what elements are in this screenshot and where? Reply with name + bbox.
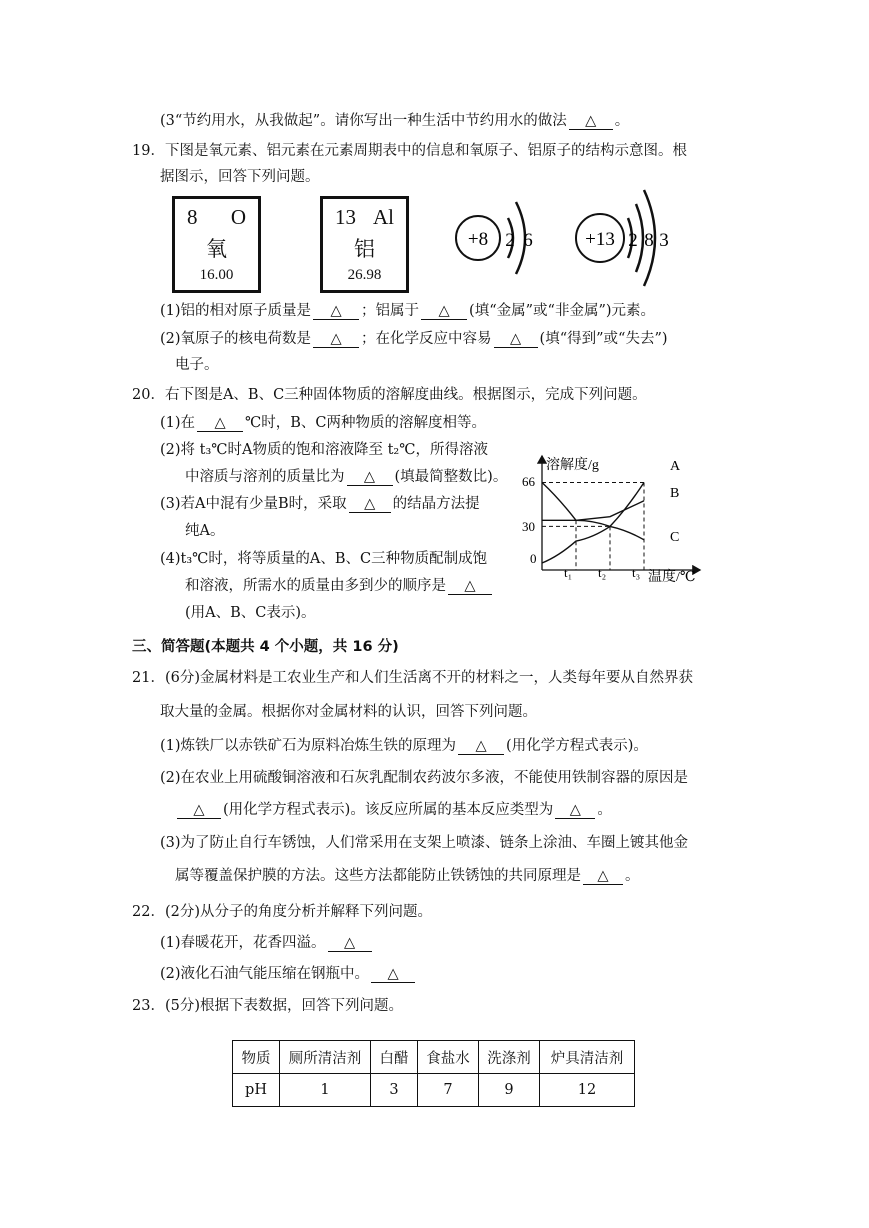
series-label-b: B [670,486,680,501]
q20-part4: (4)t₃℃时，将等质量的A、B、C三种物质配制成饱 [160,551,488,567]
q19-part2 [160,329,668,349]
y-tick-label: 0 [530,551,537,566]
x-tick-label: t₃ [632,565,641,580]
q22-part1-text: (1)春暖花开，花香四溢。 [160,935,326,951]
table-header-cell: 炉具清洁剂 [540,1041,635,1074]
table-cell: 12 [540,1074,635,1107]
shell-electrons: 2 [628,230,638,251]
shell-electrons: 8 [644,230,654,251]
ph-table [232,1040,635,1107]
curve-a [542,482,644,563]
answer-blank[interactable]: △ [328,935,372,952]
q21-part3-text: 属等覆盖保护膜的方法。这些方法都能防止铁锈蚀的共同原理是 [175,868,581,884]
q21-part1 [160,736,648,756]
answer-blank[interactable]: △ [569,113,613,130]
q20-part2-text: (填最简整数比)。 [394,469,508,485]
q19-part2-text: (2)氧原子的核电荷数是 [160,331,312,347]
nucleus-charge: +13 [585,229,615,250]
q19-part2-text: (填“得到”或“失去”) [539,331,668,347]
atomic-number: 8 [187,205,198,229]
x-tick-label: t₁ [564,565,573,580]
q21-part1-text: (1)炼铁厂以赤铁矿石为原料冶炼生铁的原理为 [160,738,457,754]
q21-part2-text: (用化学方程式表示)。该反应所属的基本反应类型为 [223,802,554,818]
y-axis-label: 溶解度/g [546,458,599,473]
answer-blank[interactable]: △ [197,415,243,432]
q23-stem: 23．(5分)根据下表数据，回答下列问题。 [132,998,403,1014]
q22-part2 [160,964,417,984]
q20-part3-text: 的结晶方法提 [392,496,480,512]
series-label-a: A [670,459,681,474]
q19-stem-line2: 据图示，回答下列问题。 [160,169,320,185]
q21-stem-line1: 21．(6分)金属材料是工农业生产和人们生活离不开的材料之一，人类每年要从自然界获 [132,670,693,686]
q20-part1 [160,413,486,433]
q18-part3 [160,111,629,131]
aluminium-atom-diagram [570,186,680,290]
table-header-cell: 白醋 [371,1041,418,1074]
answer-blank[interactable]: △ [347,469,393,486]
q19-stem-line1: 19．下图是氧元素、铝元素在元素周期表中的信息和氧原子、铝原子的结构示意图。根 [132,143,687,159]
table-cell: 7 [418,1074,479,1107]
shell-electrons: 3 [659,230,669,251]
table-header-cell: 厕所清洁剂 [280,1041,371,1074]
y-tick-label: 30 [522,519,535,534]
q20-part2: (2)将 t₃℃时A物质的饱和溶液降至 t₂℃，所得溶液 [160,442,488,458]
q20-part4-text: 和溶液，所需水的质量由多到少的顺序是 [185,578,446,594]
q20-part3-cont: 纯A。 [185,523,225,539]
q18-part3-text: (3“节约用水，从我做起”。请你写出一种生活中节约用水的做法 [160,113,567,129]
q20-part2-cont [185,467,507,487]
q21-part1-text: (用化学方程式表示)。 [506,738,648,754]
curve-c [542,482,644,539]
atomic-mass: 16.00 [199,267,234,283]
answer-blank[interactable]: △ [555,802,595,819]
q20-part4-end: (用A、B、C表示)。 [185,605,316,621]
q21-part3-cont [175,866,640,886]
table-header-cell: 食盐水 [418,1041,479,1074]
q19-part2-cont: 电子。 [175,357,219,373]
q19-part1-text: (填“金属”或“非金属”)元素。 [469,303,656,319]
q21-part3: (3)为了防止自行车锈蚀，人们常采用在支架上喷漆、链条上涂油、车圈上镀其他金 [160,835,689,851]
q21-part2: (2)在农业上用硫酸铜溶液和石灰乳配制农药波尔多液，不能使用铁制容器的原因是 [160,770,689,786]
q20-part1-text: (1)在 [160,415,196,431]
x-axis-label: 温度/℃ [648,570,696,585]
element-symbol: O [230,205,246,229]
q20-part1-text: ℃时，B、C两种物质的溶解度相等。 [245,415,487,431]
atomic-number: 13 [335,205,356,229]
x-tick-label: t₂ [598,565,607,580]
q21-part2-cont [175,800,612,820]
q22-stem: 22．(2分)从分子的角度分析并解释下列问题。 [132,904,432,920]
q20-part3 [160,494,480,514]
answer-blank[interactable]: △ [349,496,391,513]
atomic-mass: 26.98 [347,267,382,283]
q21-part3-text: 。 [625,868,640,884]
oxygen-element-card [172,196,261,293]
table-cell: 1 [280,1074,371,1107]
section-3-title: 三、简答题(本题共 4 个小题，共 16 分) [132,639,399,655]
table-cell: 9 [479,1074,540,1107]
answer-blank[interactable]: △ [313,303,359,320]
shell-electrons: 2 [505,230,515,251]
q19-part1-text: (1)铝的相对原子质量是 [160,303,312,319]
oxygen-atom-diagram [440,188,540,288]
q18-part3-end: 。 [614,113,630,129]
solubility-chart [520,450,710,585]
aluminium-element-card [320,196,409,293]
answer-blank[interactable]: △ [371,966,415,983]
ph-table-data-row [233,1074,635,1107]
q19-part1-text: ；铝属于 [361,303,420,319]
table-cell: 3 [371,1074,418,1107]
q20-part2-text: 中溶质与溶剂的质量比为 [185,469,345,485]
answer-blank[interactable]: △ [421,303,467,320]
q20-stem: 20．右下图是A、B、C三种固体物质的溶解度曲线。根据图示，完成下列问题。 [132,387,647,403]
q20-part3-text: (3)若A中混有少量B时，采取 [160,496,347,512]
element-name: 氧 [206,237,227,261]
table-header-cell: 洗涤剂 [479,1041,540,1074]
answer-blank[interactable]: △ [177,802,221,819]
q22-part1 [160,933,374,953]
shell-electrons: 6 [523,230,533,251]
answer-blank[interactable]: △ [313,331,359,348]
q19-part2-text: ；在化学反应中容易 [361,331,492,347]
element-symbol: Al [373,205,394,229]
q21-stem-line2: 取大量的金属。根据你对金属材料的认识，回答下列问题。 [160,704,537,720]
q22-part2-text: (2)液化石油气能压缩在钢瓶中。 [160,966,370,982]
series-label-c: C [670,530,680,545]
table-header-cell: 物质 [233,1041,280,1074]
answer-blank[interactable]: △ [583,868,623,885]
nucleus-charge: +8 [467,229,489,250]
y-tick-label: 66 [522,474,535,489]
table-cell: pH [233,1074,280,1107]
q21-part2-text: 。 [597,802,612,818]
q20-part4-cont [185,576,494,596]
ph-table-header-row [233,1041,635,1074]
answer-blank[interactable]: △ [458,738,504,755]
answer-blank[interactable]: △ [494,331,538,348]
element-name: 铝 [354,237,375,261]
answer-blank[interactable]: △ [448,578,492,595]
q19-part1 [160,301,655,321]
